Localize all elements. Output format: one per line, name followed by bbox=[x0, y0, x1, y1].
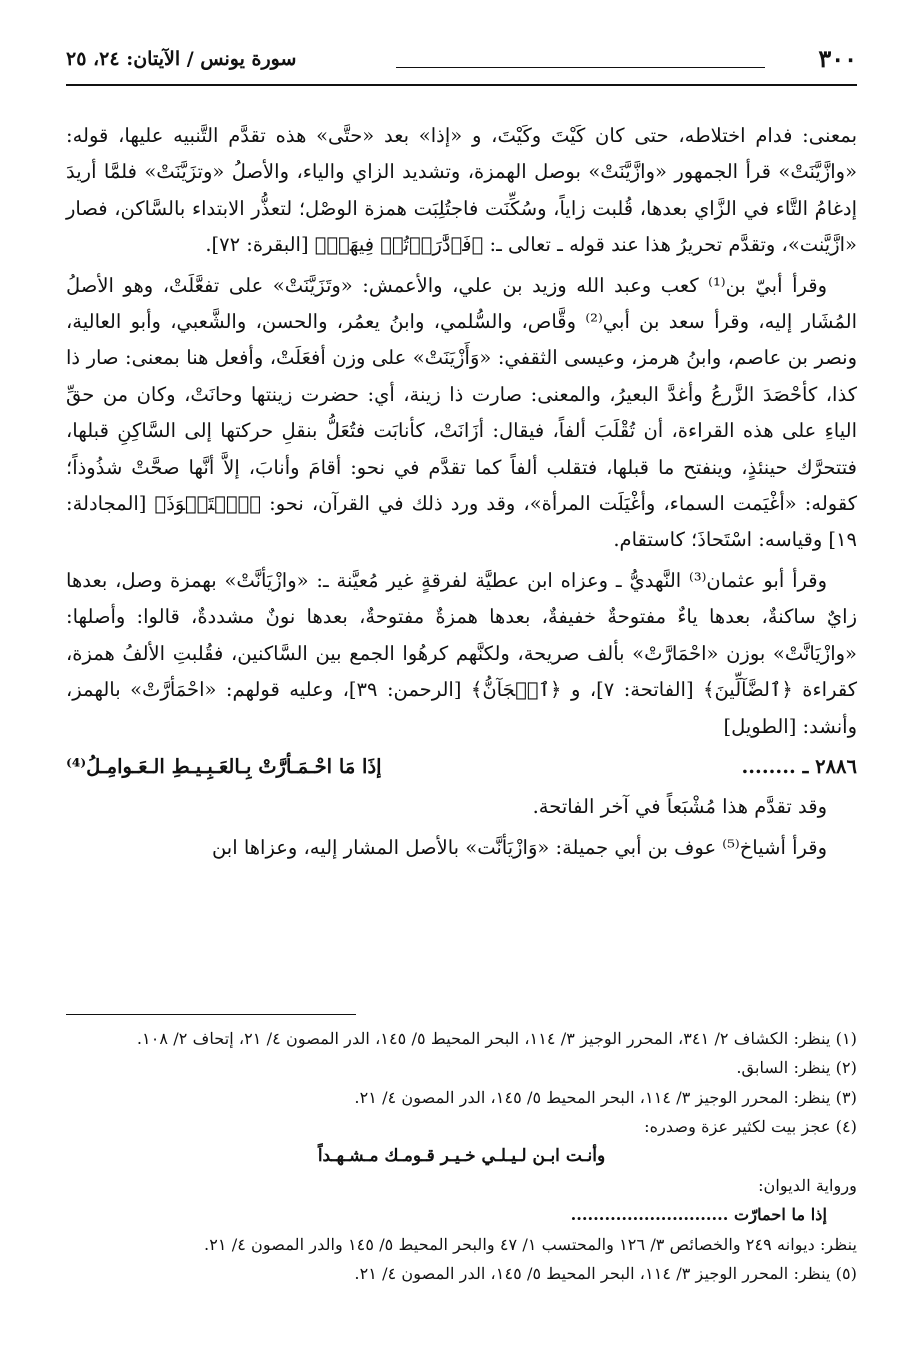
footnotes bbox=[66, 1024, 857, 1289]
footnote-4: (٤) عجز بيت لكثير عزة وصدره: bbox=[644, 1117, 857, 1137]
running-title: سورة يونس / الآيتان: ٢٤، ٢٥ bbox=[66, 48, 297, 70]
paragraph-5: وقرأ أشياخ⁽⁵⁾ عوف بن أبي جميلة: «وَازْيَأنَّت» بالأصل المشار إليه، وعزاها ابن bbox=[211, 835, 827, 859]
paragraph-3: وقرأ أبو عثمان⁽³⁾ النَّهديُّ ـ وعزاه ابن عطيَّة لفرقةٍ غير مُعيَّنة ـ: «وازْيَأنَّتْ» بهمزة وصل، بعدها زايٌ ساكنةٌ، بعدها ياءٌ مفتوحةٌ خفيفةٌ، بعدها همزةٌ مفتوحةٌ، بعدها نونٌ مشددةٌ، قالوا: وأصلها: «وازْيَانَّتْ» بوزن «احْمَارَّتْ» بألف صريحة، ولكنَّهم كرهُوا الجمع بين السَّاكنين، فقُلبتِ الألفُ همزة، كقراءة ﴿ٱلضَّآلِّينَ﴾ [الفاتحة: ٧]، و ﴿ٱلۡجَآنُّ﴾ [الرحمن: ٣٩]، وعليه قولهم: «احْمَأرَّتْ» بالهمز، وأنشد: [الطويل] bbox=[66, 568, 857, 738]
paragraph-4: وقد تقدَّم هذا مُشْبَعاً في آخر الفاتحة. bbox=[532, 795, 827, 819]
footnote-4-verse: وأنـت ابـن لـيـلـي خـيـر قـومـك مـشـهـداً bbox=[317, 1145, 606, 1166]
footnote-divider bbox=[66, 1014, 356, 1015]
poetry-verse bbox=[66, 749, 857, 785]
verse-text: إذَا مَا احْـمَـأرَّتْ بِـالعَـبِـيـطِ الـعَـوامِـلُ⁽⁴⁾ bbox=[66, 754, 382, 778]
footnote-2: (٢) ينظر: السابق. bbox=[736, 1058, 857, 1078]
footnote-1: (١) ينظر: الكشاف ٢/ ٣٤١، المحرر الوجيز ٣/ ١١٤، البحر المحيط ٥/ ١٤٥، الدر المصون ٤/ ٢١، إتحاف ٢/ ١٠٨. bbox=[136, 1029, 857, 1048]
page-number: ٣٠٠ bbox=[818, 44, 857, 73]
footnote-3: (٣) ينظر: المحرر الوجيز ٣/ ١١٤، البحر المحيط ٥/ ١٤٥، الدر المصون ٤/ ٢١. bbox=[354, 1087, 857, 1107]
header-rule bbox=[66, 84, 857, 86]
footnote-5: (٥) ينظر: المحرر الوجيز ٣/ ١١٤، البحر المحيط ٥/ ١٤٥، الدر المصون ٤/ ٢١. bbox=[354, 1264, 857, 1284]
footnote-4-references: ينظر: ديوانه ٢٤٩ والخصائص ٣/ ١٢٦ والمحتسب ١/ ٤٧ والبحر المحيط ٥/ ١٤٥ والدر المصون ٤/ ٢١. bbox=[204, 1234, 857, 1254]
footnote-4-verse-variant: إذا ما احمارّت ............................ bbox=[570, 1205, 827, 1225]
verse-number: ٢٨٨٦ ـ ........ bbox=[741, 754, 857, 778]
page-header bbox=[66, 44, 857, 86]
paragraph-2: وقرأ أبيّ بن⁽¹⁾ كعب وعبد الله وزيد بن علي، والأعمش: «وتَزَيَّنَتْ» على تفعَّلَتْ، وهو الأصلُ المُشَار إليه، وقرأ سعد بن أبي⁽²⁾ وقَّاص، والسُّلمي، وابنُ يعمُر، والحسن، والشَّعبي، وأبو العالية، ونصر بن عاصم، وابنُ هرمز، وعيسى الثقفي: «وَأَزْيَنَتْ» على وزن أفعَلَتْ، وأفعل هنا بمعنى: صار ذا كذا، كأحْصَدَ الزَّرعُ وأغدَّ البعيرُ، والمعنى: صارت ذا زينة، أي: حضرت زينتها وحانَتْ، وكان من حقِّ الياءِ على هذه القراءة، أن تُقْلَبَ ألفاً، فيقال: أزَانَتْ، كأنابَت فتُعَلُّ بنقلِ حركتها إلى السَّاكِنِ قبلها، فتتحرَّك حينئذٍ، وينفتح ما قبلها، فتقلب ألفاً كما تقدَّم في نحو: أقامَ وأنابَ، إلاَّ أنَّها صحَّتْ شذُوذاً؛ كقوله: «أغْيَمت السماء، وأغْيَلَت المرأة»، وقد ورد ذلك في القرآن، نحو: ﴿ٱسۡتَحۡوَذَ﴾ [المجادلة: ١٩] وقياسه: اسْتَحاذَ؛ كاستقام. bbox=[66, 273, 857, 552]
paragraph-1: بمعنى: فدام اختلاطه، حتى كان كَيْتَ وكَيْتَ، و «إذا» بعد «حتَّى» هذه تقدَّم التَّنبيه عليها، قوله: «وازَّيَّنَتْ» قرأ الجمهور «وازَّيَّنَتْ» بوصل الهمزة، وتشديد الزاي والياء، والأصلُ «وتزَيَّنَتْ» فلمَّا أريدَ إدغامُ التَّاء في الزَّاي بعدها، قُلبت زاياً، وسُكِّنَت فاجتُلِبَت همزة الوصْل؛ لتعذُّر الابتداء بالسَّاكن، فصار «ازَّيَّنت»، وتقدَّم تحريرُ هذا عند قوله ـ تعالى ـ: ﴿فَٱدَّٰرَءۡتُمۡ فِيهَاۖ﴾ [البقرة: ٧٢]. bbox=[66, 124, 858, 257]
header-divider bbox=[396, 67, 765, 68]
main-text bbox=[66, 118, 857, 870]
footnote-4-note: ورواية الديوان: bbox=[758, 1176, 857, 1196]
